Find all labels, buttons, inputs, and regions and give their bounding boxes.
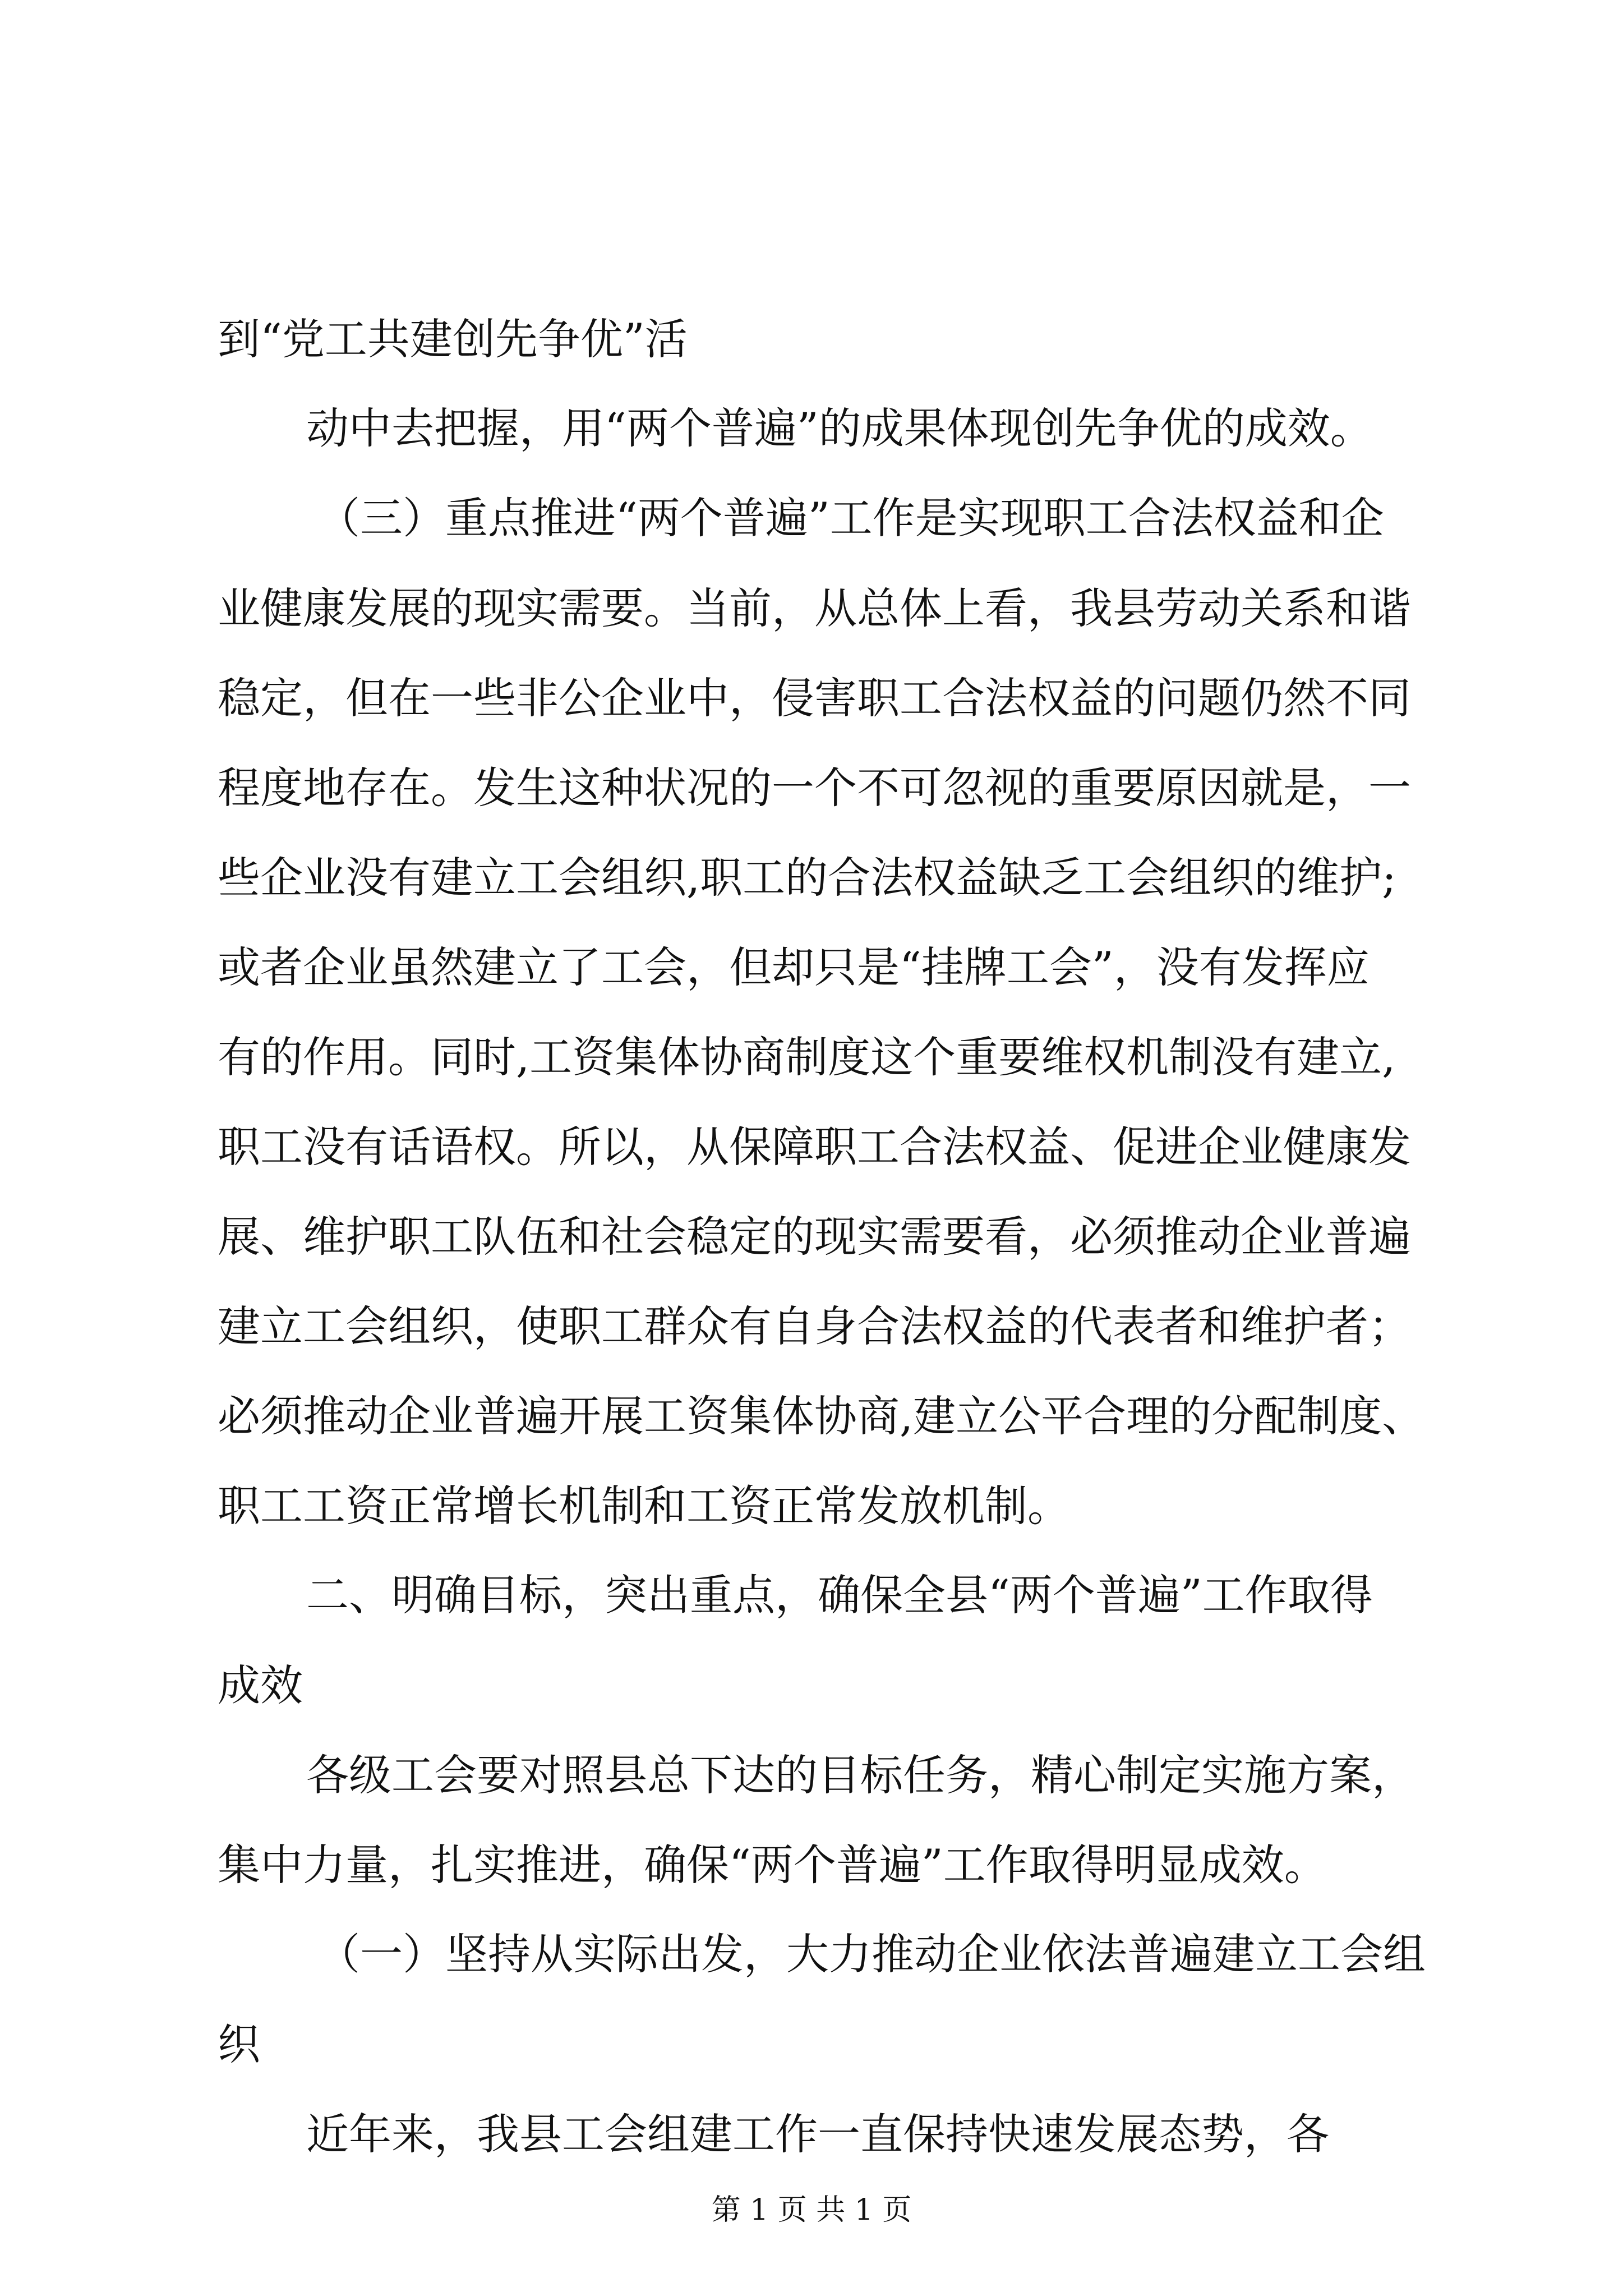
- page-footer: 第 1 页 共 1 页: [711, 2193, 912, 2227]
- text-line: 职工工资正常增长机制和工资正常发放机制。: [218, 1481, 1070, 1531]
- text-line: 建立工会组织，使职工群众有自身合法权益的代表者和维护者；: [218, 1301, 1411, 1351]
- text-line: 职工没有话语权。所以，从保障职工合法权益、促进企业健康发: [218, 1122, 1411, 1172]
- text-line: 些企业没有建立工会组织,职工的合法权益缺乏工会组织的维护;: [218, 853, 1396, 903]
- text-line: 集中力量，扎实推进，确保“两个普遍”工作取得明显成效。: [218, 1840, 1327, 1890]
- text-line: 必须推动企业普遍开展工资集体协商,建立公平合理的分配制度、: [218, 1391, 1425, 1441]
- text-line: 动中去把握，用“两个普遍”的成果体现创先争优的成效。: [306, 403, 1373, 453]
- text-line: 各级工会要对照县总下达的目标任务，精心制定实施方案，: [306, 1750, 1414, 1800]
- section-heading-line: 成效: [218, 1660, 303, 1710]
- text-line: （三）重点推进“两个普遍”工作是实现职工合法权益和企: [317, 493, 1384, 543]
- section-heading-line: 二、明确目标，突出重点，确保全县“两个普遍”工作取得: [306, 1570, 1373, 1620]
- text-line: 到“党工共建创先争优”活: [218, 314, 688, 364]
- text-line: 有的作用。同时,工资集体协商制度这个重要维权机制没有建立,: [218, 1032, 1396, 1082]
- text-line: 近年来，我县工会组建工作一直保持快速发展态势，各: [306, 2109, 1329, 2159]
- text-line: 稳定，但在一些非公企业中，侵害职工合法权益的问题仍然不同: [218, 673, 1411, 723]
- text-line: 程度地存在。发生这种状况的一个不可忽视的重要原因就是，一: [218, 763, 1411, 813]
- text-line: 展、维护职工队伍和社会稳定的现实需要看，必须推动企业普遍: [218, 1212, 1411, 1262]
- subsection-heading-line: 织: [218, 2019, 260, 2069]
- text-line: 或者企业虽然建立了工会，但却只是“挂牌工会”，没有发挥应: [218, 942, 1370, 992]
- text-line: 业健康发展的现实需要。当前，从总体上看，我县劳动关系和谐: [218, 583, 1411, 633]
- subsection-heading-line: （一）坚持从实际出发，大力推动企业依法普遍建立工会组: [317, 1929, 1426, 1979]
